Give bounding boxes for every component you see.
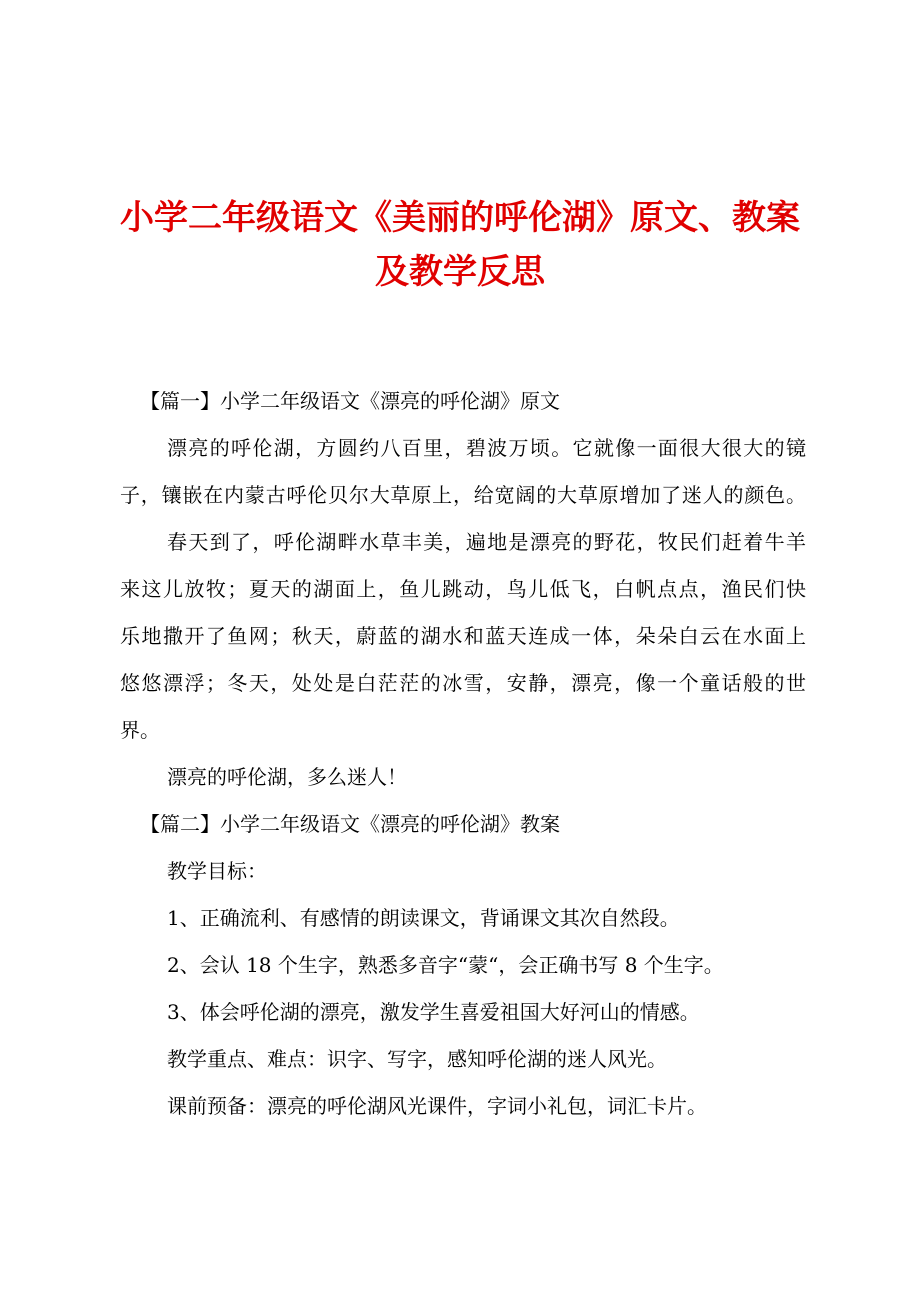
document-title-line-1: 小学二年级语文《美丽的呼伦湖》原文、教案 bbox=[120, 198, 800, 238]
document-title-line-2: 及教学反思 bbox=[375, 252, 545, 292]
goals-label: 教学目标： bbox=[167, 859, 267, 883]
paragraph-line: 漂亮的呼伦湖，多么迷人！ bbox=[167, 765, 407, 789]
document-body bbox=[120, 378, 806, 1130]
paragraph-line: 春天到了，呼伦湖畔水草丰美，遍地是漂亮的野花，牧民们赶着牛羊 bbox=[167, 530, 806, 554]
paragraph-line: 子，镶嵌在内蒙古呼伦贝尔大草原上，给宽阔的大草原增加了迷人的颜色。 bbox=[120, 483, 806, 507]
paragraph-line: 悠悠漂浮；冬天，处处是白茫茫的冰雪，安静，漂亮，像一个童话般的世 bbox=[120, 671, 806, 695]
paragraph-line: 界。 bbox=[120, 718, 160, 742]
paragraph-line: 来这儿放牧；夏天的湖面上，鱼儿跳动，鸟儿低飞，白帆点点，渔民们快 bbox=[120, 577, 806, 601]
preparation: 课前预备：漂亮的呼伦湖风光课件，字词小礼包，词汇卡片。 bbox=[167, 1094, 707, 1118]
goal-item: 1、正确流利、有感情的朗读课文，背诵课文其次自然段。 bbox=[167, 906, 680, 930]
paragraph-line: 漂亮的呼伦湖，方圆约八百里，碧波万顷。它就像一面很大很大的镜 bbox=[167, 436, 806, 460]
goal-item: 2、会认 18 个生字，熟悉多音字“蒙“，会正确书写 8 个生字。 bbox=[167, 953, 724, 977]
goal-item: 3、体会呼伦湖的漂亮，激发学生喜爱祖国大好河山的情感。 bbox=[167, 1000, 700, 1024]
key-points: 教学重点、难点：识字、写字，感知呼伦湖的迷人风光。 bbox=[167, 1047, 667, 1071]
section2-heading: 【篇二】小学二年级语文《漂亮的呼伦湖》教案 bbox=[140, 812, 560, 836]
section1-heading: 【篇一】小学二年级语文《漂亮的呼伦湖》原文 bbox=[140, 389, 560, 413]
paragraph-line: 乐地撒开了鱼网；秋天，蔚蓝的湖水和蓝天连成一体，朵朵白云在水面上 bbox=[120, 624, 806, 648]
